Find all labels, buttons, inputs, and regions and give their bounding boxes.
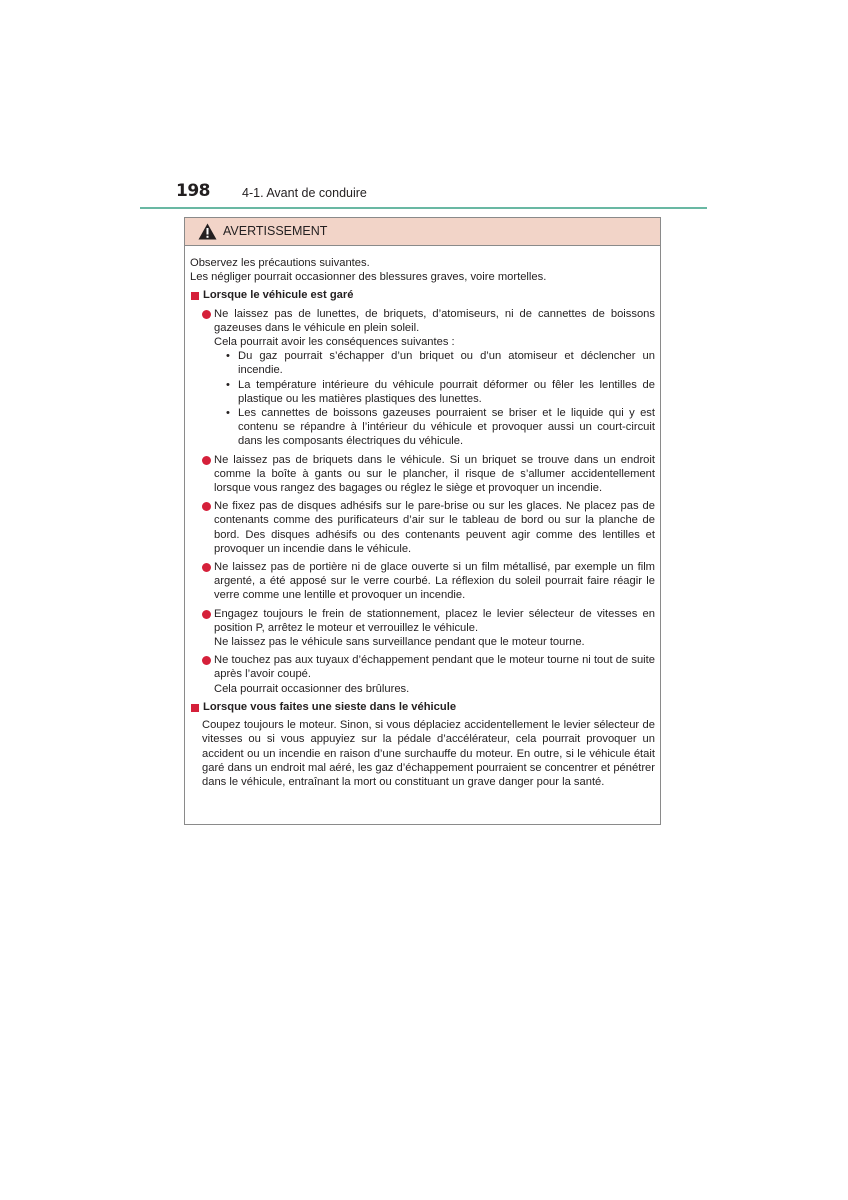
- section-heading-text: Lorsque vous faites une sieste dans le véhicule: [203, 700, 457, 713]
- small-dot-bullet-icon: •: [226, 378, 230, 391]
- section-paragraph: [190, 718, 655, 789]
- red-dot-bullet-icon: [202, 502, 211, 511]
- red-square-bullet-icon: [191, 292, 199, 300]
- header-rule: [140, 207, 707, 209]
- section-heading-nap: [190, 700, 655, 714]
- sub-list-item: [226, 349, 655, 377]
- warning-title: AVERTISSEMENT: [223, 224, 328, 238]
- intro-line: Les négliger pourrait occasionner des blessures graves, voire mortelles.: [190, 271, 547, 284]
- sub-item-text: La température intérieure du véhicule pourrait déformer ou fêler les lentilles de plastique ou les matières plastiques des lunettes.: [238, 378, 655, 405]
- page-header: [0, 0, 848, 210]
- item-paragraph: Ne touchez pas aux tuyaux d’échappement pendant que le moteur tourne ni tout de suite après l’avoir coupé.: [214, 654, 655, 681]
- item-paragraph: Ne laissez pas de portière ni de glace ouverte si un film métallisé, par exemple un film argenté, a été apposé sur le verre courbé. La réflexion du soleil pourrait faire réagir le verre comme une lentille et provoquer un incendie.: [214, 561, 655, 602]
- item-paragraph: Ne laissez pas le véhicule sans surveillance pendant que le moteur tourne.: [214, 636, 585, 649]
- item-paragraph: Cela pourrait avoir les conséquences suivantes :: [214, 336, 455, 349]
- intro: [190, 256, 655, 284]
- paragraph-text: Coupez toujours le moteur. Sinon, si vous déplaciez accidentellement le levier sélecteur de vitesses ou si vous appuyiez sur la pédale d’accélérateur, cela pourrait provoquer un accident ou un incendie en raison d’une surchauffe du moteur. En outre, si le véhicule était garé dans un endroit mal aéré, les gaz d’échappement pourraient se concentrer et pénétrer dans le véhicule, entraînant la mort ou constituant un grave danger pour la santé.: [202, 719, 655, 788]
- section-heading-text: Lorsque le véhicule est garé: [203, 289, 354, 302]
- item-paragraph: Ne laissez pas de briquets dans le véhicule. Si un briquet se trouve dans un endroit comme la boîte à gants ou sur le plancher, il risque de s’allumer accidentellement lorsque vous rangez des bagages ou réglez le siège et provoquer un incendie.: [214, 453, 655, 495]
- red-dot-bullet-icon: [202, 656, 211, 665]
- list-item: [190, 560, 655, 603]
- list-item: [190, 453, 655, 496]
- sub-item-text: Les cannettes de boissons gazeuses pourraient se briser et le liquide qui y est contenu se répandre à l’intérieur du véhicule et provoquer aussi un court-circuit dans les composants électriques du véhicule.: [238, 407, 655, 448]
- warning-body: [185, 246, 660, 789]
- section-title: 4-1. Avant de conduire: [242, 186, 367, 200]
- small-dot-bullet-icon: •: [226, 350, 230, 363]
- list-item: [190, 653, 655, 696]
- red-square-bullet-icon: [191, 704, 199, 712]
- section-heading-parked: [190, 288, 655, 302]
- sub-item-text: Du gaz pourrait s’échapper d’un briquet ou d’un atomiseur et déclencher un incendie.: [238, 350, 655, 377]
- list-item: [190, 607, 655, 650]
- red-dot-bullet-icon: [202, 610, 211, 619]
- warning-header: [185, 218, 660, 246]
- item-paragraph: Engagez toujours le frein de stationnement, placez le levier sélecteur de vitesses en position P, arrêtez le moteur et verrouillez le véhicule.: [214, 607, 655, 634]
- red-dot-bullet-icon: [202, 310, 211, 319]
- list-item: [190, 307, 655, 449]
- warning-box: [184, 217, 661, 825]
- intro-line: Observez les précautions suivantes.: [190, 257, 370, 269]
- list-item: [190, 499, 655, 556]
- page-number: 198: [176, 181, 210, 201]
- sub-list-item: [226, 378, 655, 406]
- warning-triangle-icon: [198, 223, 217, 240]
- item-paragraph: Ne laissez pas de lunettes, de briquets, d’atomiseurs, ni de cannettes de boissons gazeuses dans le véhicule en plein soleil.: [214, 307, 655, 334]
- small-dot-bullet-icon: •: [226, 407, 230, 420]
- red-dot-bullet-icon: [202, 563, 211, 572]
- sub-list-item: [226, 406, 655, 449]
- red-dot-bullet-icon: [202, 456, 211, 465]
- item-paragraph: Cela pourrait occasionner des brûlures.: [214, 682, 410, 695]
- item-paragraph: Ne fixez pas de disques adhésifs sur le pare-brise ou sur les glaces. Ne placez pas de contenants comme des purificateurs d’air sur le tableau de bord ou sur la planche de bord. Des disques adhésifs ou des contenants peuvent agir comme des lentilles et provoquer un incendie dans le véhicule.: [214, 500, 655, 555]
- sub-list: [214, 349, 655, 448]
